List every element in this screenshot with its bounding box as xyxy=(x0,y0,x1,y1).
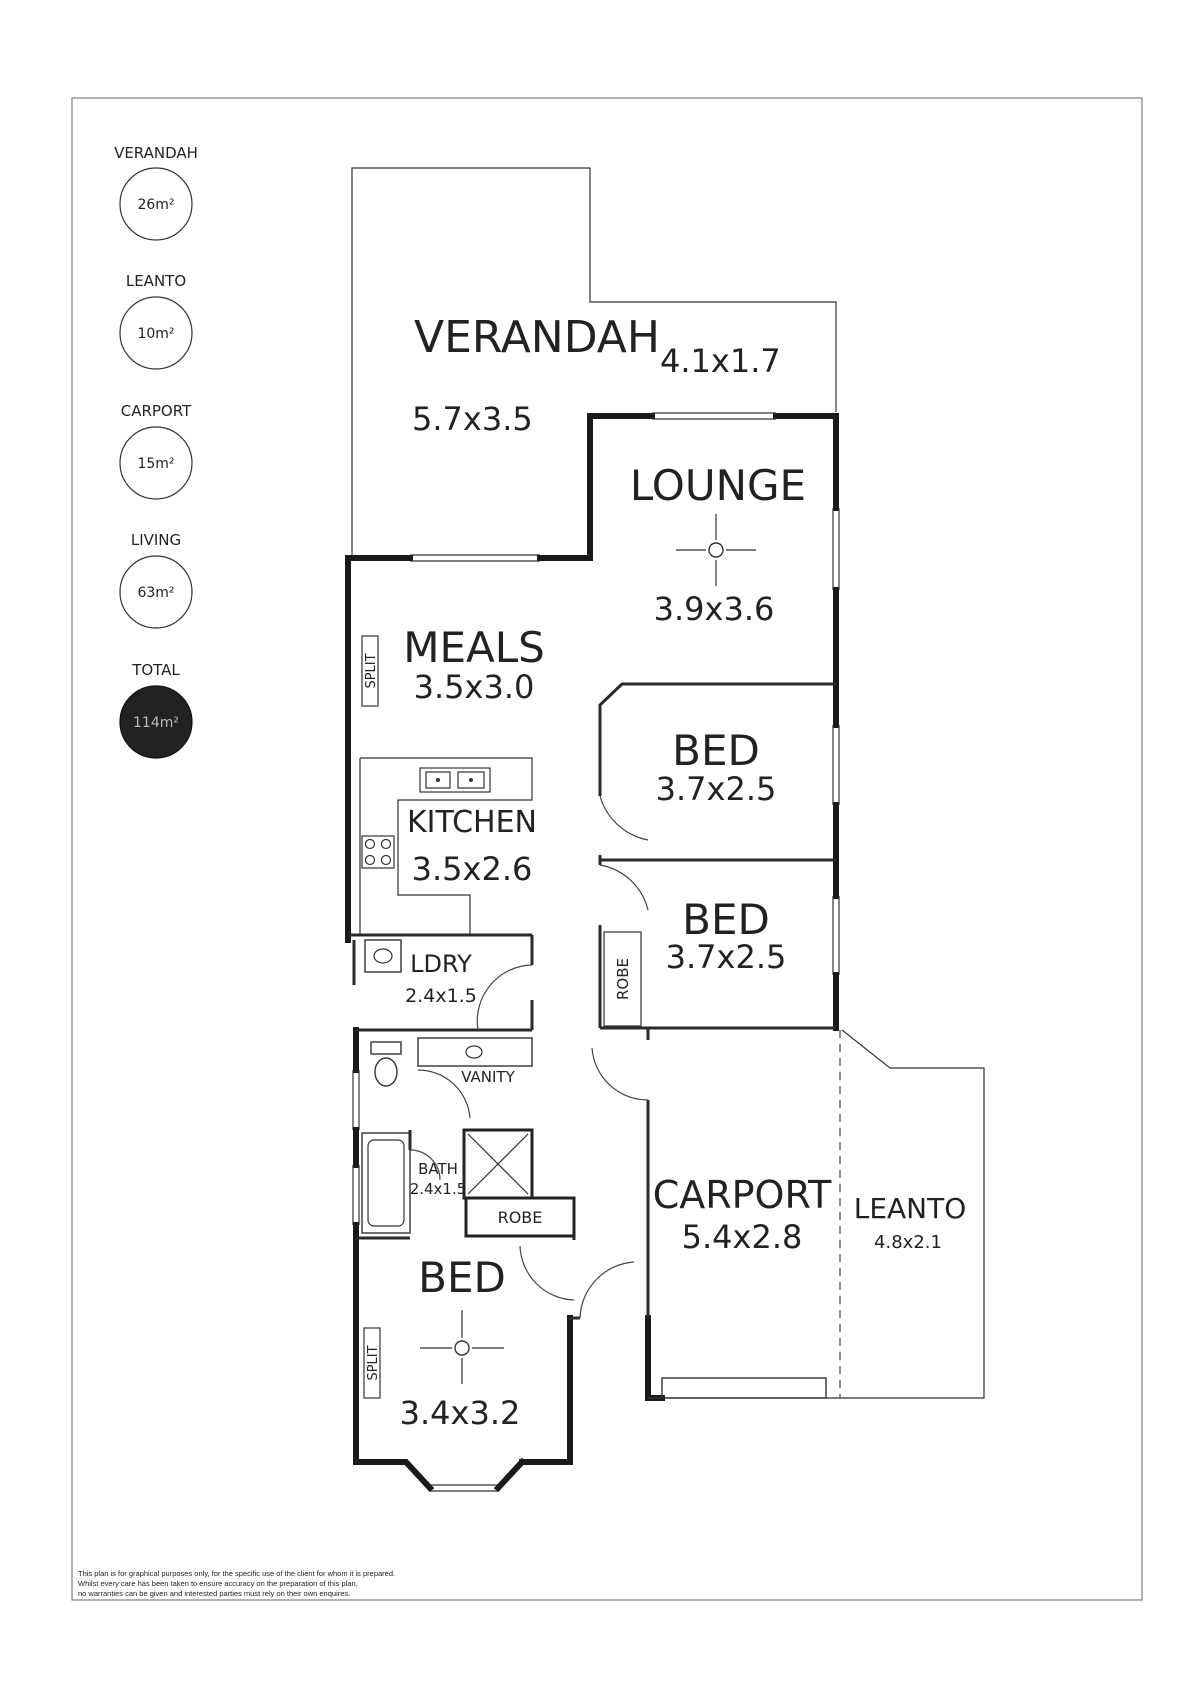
legend-label-leanto: LEANTO xyxy=(125,272,187,290)
verandah-dims-a: 5.7x3.5 xyxy=(412,400,533,438)
bed2-dims: 3.7x2.5 xyxy=(665,938,787,976)
bed1-dims: 3.7x2.5 xyxy=(655,770,777,808)
legend-area-leanto: 10m² xyxy=(137,326,175,342)
laundry-tub xyxy=(365,940,401,972)
meals-name: MEALS xyxy=(403,623,545,672)
disclaimer-line-3: no warranties can be given and interested parties must rely on their own enquires. xyxy=(78,1589,351,1598)
disclaimer xyxy=(78,1569,395,1598)
legend xyxy=(114,144,198,758)
lounge-name: LOUNGE xyxy=(629,461,807,510)
meals-dims: 3.5x3.0 xyxy=(413,668,535,706)
bed2-name: BED xyxy=(682,895,770,944)
stove xyxy=(362,836,394,868)
legend-label-verandah: VERANDAH xyxy=(114,144,198,162)
split-label-meals: SPLIT xyxy=(364,653,379,689)
ldry-dims: 2.4x1.5 xyxy=(405,985,477,1007)
robe-bed2-label: ROBE xyxy=(614,958,632,1000)
disclaimer-line-1: This plan is for graphical purposes only, for the specific use of the client for whom it is prepared. xyxy=(78,1569,396,1578)
legend-label-total: TOTAL xyxy=(132,661,180,679)
kitchen-dims: 3.5x2.6 xyxy=(411,850,533,888)
carport-door xyxy=(662,1378,826,1398)
vanity-name: VANITY xyxy=(461,1068,515,1086)
bath-name: BATH xyxy=(418,1160,458,1178)
bed3-name: BED xyxy=(418,1253,506,1302)
kitchen-name: KITCHEN xyxy=(407,805,537,840)
kitchen-sink xyxy=(420,768,490,792)
legend-area-total: 114m² xyxy=(133,715,179,731)
bed1-name: BED xyxy=(672,726,760,775)
verandah-dims-b: 4.1x1.7 xyxy=(660,342,781,380)
toilet-cistern xyxy=(371,1042,401,1054)
robe-bath-label: ROBE xyxy=(497,1208,543,1227)
lounge-dims: 3.9x3.6 xyxy=(653,590,775,628)
carport-dims: 5.4x2.8 xyxy=(681,1218,803,1256)
ceiling-fan-bed3 xyxy=(420,1310,504,1384)
split-label-bed: SPLIT xyxy=(366,1345,381,1381)
vanity-basin xyxy=(466,1046,482,1058)
legend-area-living: 63m² xyxy=(137,585,175,601)
carport-name: CARPORT xyxy=(652,1173,832,1217)
vanity-bench xyxy=(418,1038,532,1066)
ldry-name: LDRY xyxy=(410,950,472,978)
bath-dims: 2.4x1.5 xyxy=(409,1180,467,1198)
legend-area-carport: 15m² xyxy=(137,456,175,472)
disclaimer-line-2: Whilst every care has been taken to ensure accuracy on the preparation of this plan, xyxy=(78,1579,358,1588)
legend-label-living: LIVING xyxy=(130,531,182,549)
room-labels xyxy=(364,312,966,1432)
verandah-name: VERANDAH xyxy=(414,312,660,363)
leanto-dims: 4.8x2.1 xyxy=(874,1232,942,1253)
toilet-bowl xyxy=(375,1058,397,1086)
legend-label-carport: CARPORT xyxy=(120,402,192,420)
ceiling-fan-lounge xyxy=(676,514,756,586)
legend-area-verandah: 26m² xyxy=(137,197,175,213)
bed3-dims: 3.4x3.2 xyxy=(399,1394,521,1432)
bathtub xyxy=(362,1133,410,1233)
leanto-name: LEANTO xyxy=(853,1192,967,1225)
